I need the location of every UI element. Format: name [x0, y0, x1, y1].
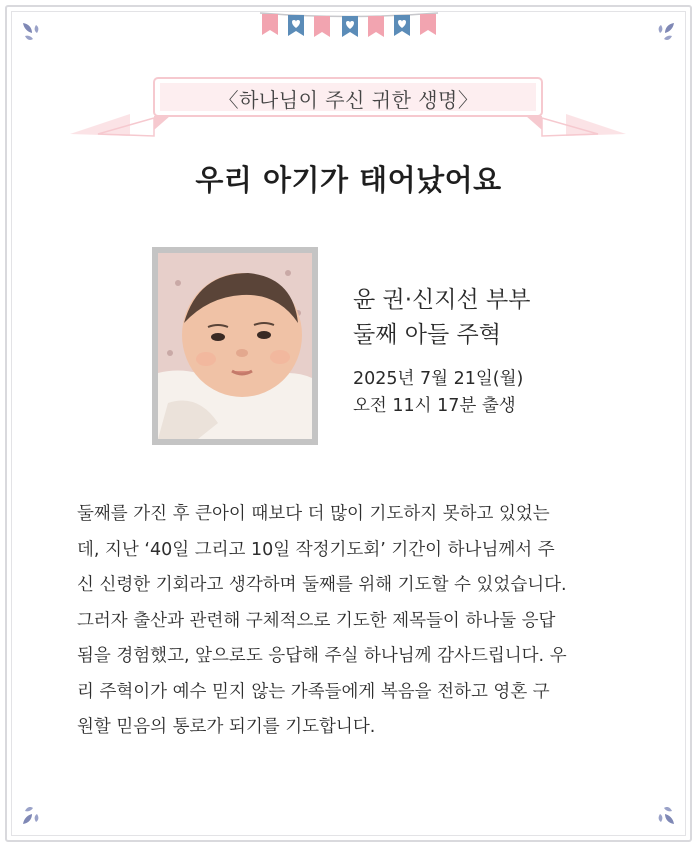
page-title: 우리 아기가 태어났어요 — [195, 163, 502, 197]
corner-ornament-icon — [651, 20, 677, 46]
subtitle: 〈하나님이 주신 귀한 생명〉 — [218, 88, 479, 112]
message-line: 둘째를 가진 후 큰아이 때보다 더 많이 기도하지 못하고 있었는 — [77, 504, 550, 524]
parents-name: 윤 권·신지선 부부 — [353, 287, 531, 313]
message-line: 리 주혁이가 예수 믿지 않는 가족들에게 복음을 전하고 영혼 구 — [77, 681, 550, 702]
message-paragraph — [77, 497, 633, 746]
corner-ornament-icon — [20, 20, 46, 46]
message-line: 신 신령한 기회라고 생각하며 둘째를 위해 기도할 수 있었습니다. — [77, 575, 567, 595]
baby-photo — [152, 247, 318, 445]
corner-ornament-icon — [20, 801, 46, 827]
birth-info — [353, 283, 530, 420]
message-line: 데, 지난 ‘40일 그리고 10일 작정기도회’ 기간이 하나님께서 주 — [77, 539, 555, 560]
message-line: 그러자 출산과 관련해 구체적으로 기도한 제목들이 하나둘 응답 — [77, 610, 556, 631]
corner-ornament-icon — [651, 801, 677, 827]
baby-name: 둘째 아들 주혁 — [353, 322, 501, 348]
birth-date: 2025년 7월 21일(월) — [353, 369, 524, 389]
bunting-icon — [258, 8, 440, 40]
message-line: 원할 믿음의 통로가 되기를 기도합니다. — [77, 717, 376, 737]
birth-time: 오전 11시 17분 출생 — [353, 396, 516, 416]
message-line: 됨을 경험했고, 앞으로도 응답해 주실 하나님께 감사드립니다. 우 — [77, 646, 567, 666]
